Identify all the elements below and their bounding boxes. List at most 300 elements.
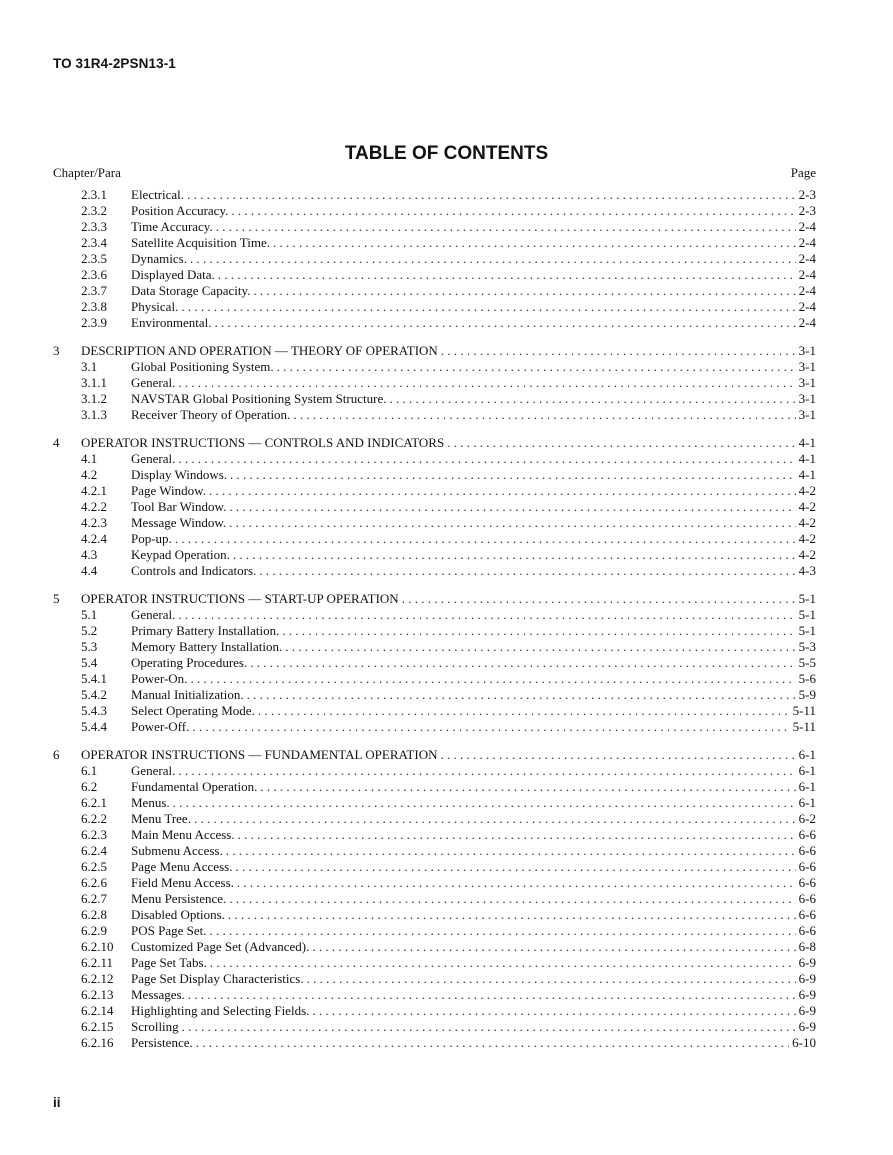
toc-chapter-row[interactable] (53, 435, 816, 451)
paragraph-number: 6.2.1 (81, 795, 107, 810)
toc-leader-line (131, 267, 816, 283)
toc-leader-line (131, 639, 816, 655)
entry-page: 4-2 (796, 531, 816, 547)
toc-leader-line (131, 515, 816, 531)
toc-leader-line (131, 843, 816, 859)
toc-chapter-row[interactable] (53, 343, 816, 359)
paragraph-number: 6.2.3 (81, 827, 107, 842)
paragraph-number: 6.2.2 (81, 811, 107, 826)
entry-title: POS Page Set. (131, 923, 209, 939)
entry-page: 6-9 (796, 987, 816, 1003)
dot-leader (218, 267, 796, 283)
entry-title: Environmental. (131, 315, 215, 331)
paragraph-number: 2.3.5 (81, 251, 107, 266)
entry-title: Global Positioning System. (131, 359, 277, 375)
toc-row[interactable] (53, 359, 816, 375)
entry-title: Keypad Operation. (131, 547, 233, 563)
entry-page: 6-1 (796, 795, 816, 811)
toc-row[interactable] (53, 283, 816, 299)
dot-leader (190, 671, 795, 687)
paragraph-number: 6.2.13 (81, 987, 114, 1002)
dot-leader (196, 1035, 789, 1051)
toc-row[interactable] (53, 483, 816, 499)
entry-page: 6-6 (796, 843, 816, 859)
dot-leader (229, 891, 795, 907)
entry-page: 3-1 (796, 359, 816, 375)
paragraph-number: 6.2 (81, 779, 98, 794)
dot-leader (259, 563, 795, 579)
toc-row[interactable] (53, 623, 816, 639)
paragraph-number: 3.1.3 (81, 407, 107, 422)
paragraph-number: 4.1 (81, 451, 98, 466)
paragraph-number: 5.3 (81, 639, 98, 654)
entry-title: Highlighting and Selecting Fields. (131, 1003, 312, 1019)
paragraph-number: 2.3.8 (81, 299, 107, 314)
toc-leader-line (131, 547, 816, 563)
entry-title: Manual Initialization. (131, 687, 247, 703)
entry-page: 2-4 (796, 283, 816, 299)
entry-title: Fundamental Operation. (131, 779, 260, 795)
toc-leader-line (81, 435, 816, 451)
toc-leader-line (131, 467, 816, 483)
page-title: TABLE OF CONTENTS (344, 143, 549, 164)
dot-leader (209, 923, 795, 939)
entry-page: 4-3 (796, 563, 816, 579)
entry-title: Receiver Theory of Operation. (131, 407, 293, 423)
entry-title: Dynamics. (131, 251, 190, 267)
toc-leader-line (131, 671, 816, 687)
dot-leader (247, 687, 796, 703)
toc-row[interactable] (53, 843, 816, 859)
toc-leader-line (131, 315, 816, 331)
entry-page: 5-3 (796, 639, 816, 655)
toc-leader-line (131, 655, 816, 671)
entry-page: 2-4 (796, 299, 816, 315)
dot-leader (233, 547, 796, 563)
toc-row[interactable] (53, 467, 816, 483)
toc-row[interactable] (53, 499, 816, 515)
toc-row[interactable] (53, 859, 816, 875)
entry-title: Main Menu Access. (131, 827, 238, 843)
toc-leader-line (131, 875, 816, 891)
dot-leader (282, 623, 795, 639)
dot-leader (178, 375, 795, 391)
toc-row[interactable] (53, 251, 816, 267)
entry-title: OPERATOR INSTRUCTIONS — CONTROLS AND INDICATORS (81, 435, 447, 451)
toc-row[interactable] (53, 655, 816, 671)
entry-title: Memory Battery Installation. (131, 639, 285, 655)
dot-leader (178, 763, 795, 779)
entry-title: Message Window. (131, 515, 229, 531)
dot-leader (182, 1019, 796, 1035)
toc-leader-line (131, 859, 816, 875)
dot-leader (273, 235, 796, 251)
dot-leader (440, 747, 795, 763)
entry-title: Customized Page Set (Advanced). (131, 939, 312, 955)
toc-row[interactable] (53, 939, 816, 955)
toc-row[interactable] (53, 1003, 816, 1019)
toc-leader-line (131, 623, 816, 639)
toc-row[interactable] (53, 391, 816, 407)
paragraph-number: 5.2 (81, 623, 98, 638)
toc-leader-line (131, 531, 816, 547)
entry-page: 4-2 (796, 483, 816, 499)
dot-leader (210, 955, 796, 971)
entry-page: 6-9 (796, 971, 816, 987)
page-label: Page (790, 165, 816, 180)
paragraph-number: 6.2.8 (81, 907, 107, 922)
entry-title: Satellite Acquisition Time. (131, 235, 273, 251)
entry-page: 4-1 (796, 435, 816, 451)
paragraph-number: 6.2.11 (81, 955, 114, 970)
paragraph-number: 6.2.10 (81, 939, 114, 954)
toc-row[interactable] (53, 451, 816, 467)
toc-row[interactable] (53, 219, 816, 235)
entry-page: 4-1 (796, 451, 816, 467)
dot-leader (250, 655, 795, 671)
dot-leader (402, 591, 796, 607)
toc-leader-line (131, 1019, 816, 1035)
toc-leader-line (131, 923, 816, 939)
dot-leader (192, 719, 789, 735)
paragraph-number: 4.2 (81, 467, 98, 482)
entry-title: General. (131, 763, 178, 779)
dot-leader (178, 607, 795, 623)
dot-leader (209, 483, 796, 499)
entry-page: 6-6 (796, 859, 816, 875)
entry-page: 6-6 (796, 891, 816, 907)
dot-leader (253, 283, 795, 299)
toc-row[interactable] (53, 795, 816, 811)
toc-chapter-row[interactable] (53, 747, 816, 763)
toc-row[interactable] (53, 671, 816, 687)
toc-leader-line (81, 747, 816, 763)
chapter-number: 4 (53, 435, 60, 450)
entry-page: 4-2 (796, 515, 816, 531)
entry-title: Page Menu Access. (131, 859, 235, 875)
paragraph-number: 2.3.7 (81, 283, 107, 298)
toc-row[interactable] (53, 971, 816, 987)
entry-page: 6-6 (796, 923, 816, 939)
toc-row[interactable] (53, 875, 816, 891)
entry-title: Menus. (131, 795, 173, 811)
entry-title: Data Storage Capacity. (131, 283, 253, 299)
toc-row[interactable] (53, 811, 816, 827)
entry-title: Menu Persistence. (131, 891, 229, 907)
toc-leader-line (131, 407, 816, 423)
entry-page: 6-9 (796, 955, 816, 971)
entry-page: 6-1 (796, 779, 816, 795)
toc-row[interactable] (53, 763, 816, 779)
entry-page: 5-9 (796, 687, 816, 703)
dot-leader (181, 299, 795, 315)
toc-row[interactable] (53, 907, 816, 923)
toc-row[interactable] (53, 891, 816, 907)
dot-leader (173, 795, 796, 811)
toc-leader-line (131, 779, 816, 795)
toc-row[interactable] (53, 827, 816, 843)
entry-page: 2-4 (796, 251, 816, 267)
toc-row[interactable] (53, 607, 816, 623)
entry-title: Tool Bar Window. (131, 499, 229, 515)
dot-leader (389, 391, 795, 407)
entry-title: Controls and Indicators. (131, 563, 259, 579)
toc-row[interactable] (53, 187, 816, 203)
toc-leader-line (131, 827, 816, 843)
entry-title: Operating Procedures. (131, 655, 250, 671)
toc-leader-line (131, 811, 816, 827)
entry-title: Displayed Data. (131, 267, 218, 283)
entry-title: NAVSTAR Global Positioning System Structure. (131, 391, 389, 407)
entry-title: General. (131, 375, 178, 391)
toc-leader-line (131, 483, 816, 499)
entry-title: Disabled Options. (131, 907, 228, 923)
entry-title: Select Operating Mode. (131, 703, 258, 719)
toc-leader-line (131, 235, 816, 251)
toc-row[interactable] (53, 375, 816, 391)
toc-leader-line (131, 939, 816, 955)
entry-title: Scrolling (131, 1019, 182, 1035)
entry-page: 4-1 (796, 467, 816, 483)
paragraph-number: 6.1 (81, 763, 98, 778)
toc-row[interactable] (53, 955, 816, 971)
entry-page: 6-1 (796, 763, 816, 779)
entry-page: 6-1 (796, 747, 816, 763)
toc-leader-line (131, 499, 816, 515)
toc-leader-line (131, 187, 816, 203)
entry-page: 3-1 (796, 391, 816, 407)
dot-leader (178, 451, 795, 467)
entry-page: 2-4 (796, 315, 816, 331)
entry-title: Persistence. (131, 1035, 196, 1051)
toc-row[interactable] (53, 547, 816, 563)
dot-leader (441, 343, 796, 359)
paragraph-number: 6.2.5 (81, 859, 107, 874)
entry-title: Page Set Tabs. (131, 955, 210, 971)
entry-page: 2-3 (796, 203, 816, 219)
chapter-number: 5 (53, 591, 60, 606)
entry-page: 5-1 (796, 623, 816, 639)
paragraph-number: 6.2.16 (81, 1035, 114, 1050)
dot-leader (447, 435, 795, 451)
entry-page: 4-2 (796, 547, 816, 563)
dot-leader (231, 203, 795, 219)
paragraph-number: 6.2.14 (81, 1003, 114, 1018)
entry-page: 6-2 (796, 811, 816, 827)
toc-leader-line (131, 219, 816, 235)
entry-title: Time Accuracy. (131, 219, 216, 235)
toc-leader-line (131, 299, 816, 315)
document-id: TO 31R4-2PSN13-1 (53, 56, 176, 71)
entry-title: Page Set Display Characteristics. (131, 971, 307, 987)
entry-title: Pop-up. (131, 531, 175, 547)
toc-row[interactable] (53, 531, 816, 547)
dot-leader (312, 1003, 795, 1019)
toc-leader-line (131, 891, 816, 907)
chapter-number: 3 (53, 343, 60, 358)
paragraph-number: 2.3.4 (81, 235, 107, 250)
toc-leader-line (131, 907, 816, 923)
paragraph-number: 2.3.6 (81, 267, 107, 282)
toc-leader-line (131, 375, 816, 391)
toc-row[interactable] (53, 515, 816, 531)
toc-chapter-row[interactable] (53, 591, 816, 607)
paragraph-number: 5.4.1 (81, 671, 107, 686)
toc-row[interactable] (53, 1019, 816, 1035)
toc-row[interactable] (53, 235, 816, 251)
entry-page: 5-11 (790, 703, 816, 719)
page-number: ii (53, 1095, 61, 1110)
entry-page: 6-6 (796, 875, 816, 891)
toc-leader-line (131, 563, 816, 579)
entry-title: Physical. (131, 299, 181, 315)
entry-page: 2-3 (796, 187, 816, 203)
toc-leader-line (81, 591, 816, 607)
paragraph-number: 2.3.1 (81, 187, 107, 202)
dot-leader (238, 827, 796, 843)
entry-title: Messages. (131, 987, 188, 1003)
paragraph-number: 2.3.3 (81, 219, 107, 234)
toc-leader-line (131, 1003, 816, 1019)
paragraph-number: 2.3.9 (81, 315, 107, 330)
toc-row[interactable] (53, 703, 816, 719)
toc-row[interactable] (53, 779, 816, 795)
dot-leader (237, 875, 796, 891)
entry-title: OPERATOR INSTRUCTIONS — FUNDAMENTAL OPERATION (81, 747, 440, 763)
paragraph-number: 2.3.2 (81, 203, 107, 218)
entry-title: Menu Tree. (131, 811, 194, 827)
entry-title: General. (131, 451, 178, 467)
toc-row[interactable] (53, 687, 816, 703)
toc-leader-line (131, 687, 816, 703)
dot-leader (258, 703, 790, 719)
entry-title: Primary Battery Installation. (131, 623, 282, 639)
entry-page: 5-11 (790, 719, 816, 735)
entry-page: 5-6 (796, 671, 816, 687)
dot-leader (175, 531, 796, 547)
toc-row[interactable] (53, 1035, 816, 1051)
entry-page: 3-1 (796, 343, 816, 359)
paragraph-number: 6.2.7 (81, 891, 107, 906)
entry-title: Field Menu Access. (131, 875, 237, 891)
entry-page: 2-4 (796, 219, 816, 235)
entry-page: 5-5 (796, 655, 816, 671)
toc-row[interactable] (53, 299, 816, 315)
toc-leader-line (131, 251, 816, 267)
dot-leader (307, 971, 796, 987)
dot-leader (229, 499, 795, 515)
dot-leader (228, 907, 796, 923)
dot-leader (312, 939, 795, 955)
toc-leader-line (131, 703, 816, 719)
chapter-para-label: Chapter/Para (53, 165, 121, 180)
paragraph-number: 4.4 (81, 563, 98, 578)
paragraph-number: 3.1 (81, 359, 98, 374)
toc-row[interactable] (53, 407, 816, 423)
paragraph-number: 4.2.2 (81, 499, 107, 514)
toc-leader-line (131, 391, 816, 407)
entry-page: 6-9 (796, 1019, 816, 1035)
dot-leader (229, 515, 795, 531)
toc-row[interactable] (53, 639, 816, 655)
dot-leader (285, 639, 795, 655)
toc-row[interactable] (53, 923, 816, 939)
dot-leader (215, 315, 796, 331)
entry-page: 3-1 (796, 407, 816, 423)
dot-leader (187, 187, 796, 203)
toc-row[interactable] (53, 315, 816, 331)
dot-leader (293, 407, 795, 423)
entry-title: OPERATOR INSTRUCTIONS — START-UP OPERATION (81, 591, 402, 607)
paragraph-number: 4.2.3 (81, 515, 107, 530)
toc-row[interactable] (53, 267, 816, 283)
dot-leader (216, 219, 796, 235)
toc-leader-line (131, 795, 816, 811)
dot-leader (188, 987, 796, 1003)
toc-list (53, 187, 816, 1051)
dot-leader (277, 359, 796, 375)
entry-title: Position Accuracy. (131, 203, 231, 219)
dot-leader (230, 467, 796, 483)
dot-leader (235, 859, 795, 875)
entry-title: Display Windows. (131, 467, 230, 483)
paragraph-number: 5.4.4 (81, 719, 107, 734)
dot-leader (194, 811, 796, 827)
toc-row[interactable] (53, 563, 816, 579)
toc-leader-line (81, 343, 816, 359)
toc-leader-line (131, 763, 816, 779)
toc-row[interactable] (53, 987, 816, 1003)
paragraph-number: 5.1 (81, 607, 98, 622)
paragraph-number: 3.1.2 (81, 391, 107, 406)
entry-page: 6-10 (789, 1035, 816, 1051)
entry-page: 5-1 (796, 607, 816, 623)
paragraph-number: 6.2.9 (81, 923, 107, 938)
entry-page: 6-6 (796, 827, 816, 843)
toc-row[interactable] (53, 719, 816, 735)
entry-page: 2-4 (796, 235, 816, 251)
entry-page: 5-1 (796, 591, 816, 607)
entry-title: General. (131, 607, 178, 623)
column-header (53, 165, 816, 181)
paragraph-number: 4.2.4 (81, 531, 107, 546)
entry-title: Page Window. (131, 483, 209, 499)
entry-page: 3-1 (796, 375, 816, 391)
entry-page: 2-4 (796, 267, 816, 283)
toc-leader-line (131, 283, 816, 299)
toc-leader-line (131, 359, 816, 375)
dot-leader (226, 843, 796, 859)
paragraph-number: 6.2.6 (81, 875, 107, 890)
entry-title: DESCRIPTION AND OPERATION — THEORY OF OPERATION (81, 343, 441, 359)
toc-leader-line (131, 987, 816, 1003)
paragraph-number: 3.1.1 (81, 375, 107, 390)
toc-leader-line (131, 607, 816, 623)
entry-title: Submenu Access. (131, 843, 226, 859)
entry-title: Power-On. (131, 671, 190, 687)
toc-row[interactable] (53, 203, 816, 219)
paragraph-number: 4.3 (81, 547, 98, 562)
entry-title: Electrical. (131, 187, 187, 203)
paragraph-number: 6.2.4 (81, 843, 107, 858)
paragraph-number: 5.4.2 (81, 687, 107, 702)
paragraph-number: 5.4.3 (81, 703, 107, 718)
toc-leader-line (131, 971, 816, 987)
entry-page: 6-9 (796, 1003, 816, 1019)
toc-leader-line (131, 719, 816, 735)
paragraph-number: 4.2.1 (81, 483, 107, 498)
dot-leader (190, 251, 796, 267)
